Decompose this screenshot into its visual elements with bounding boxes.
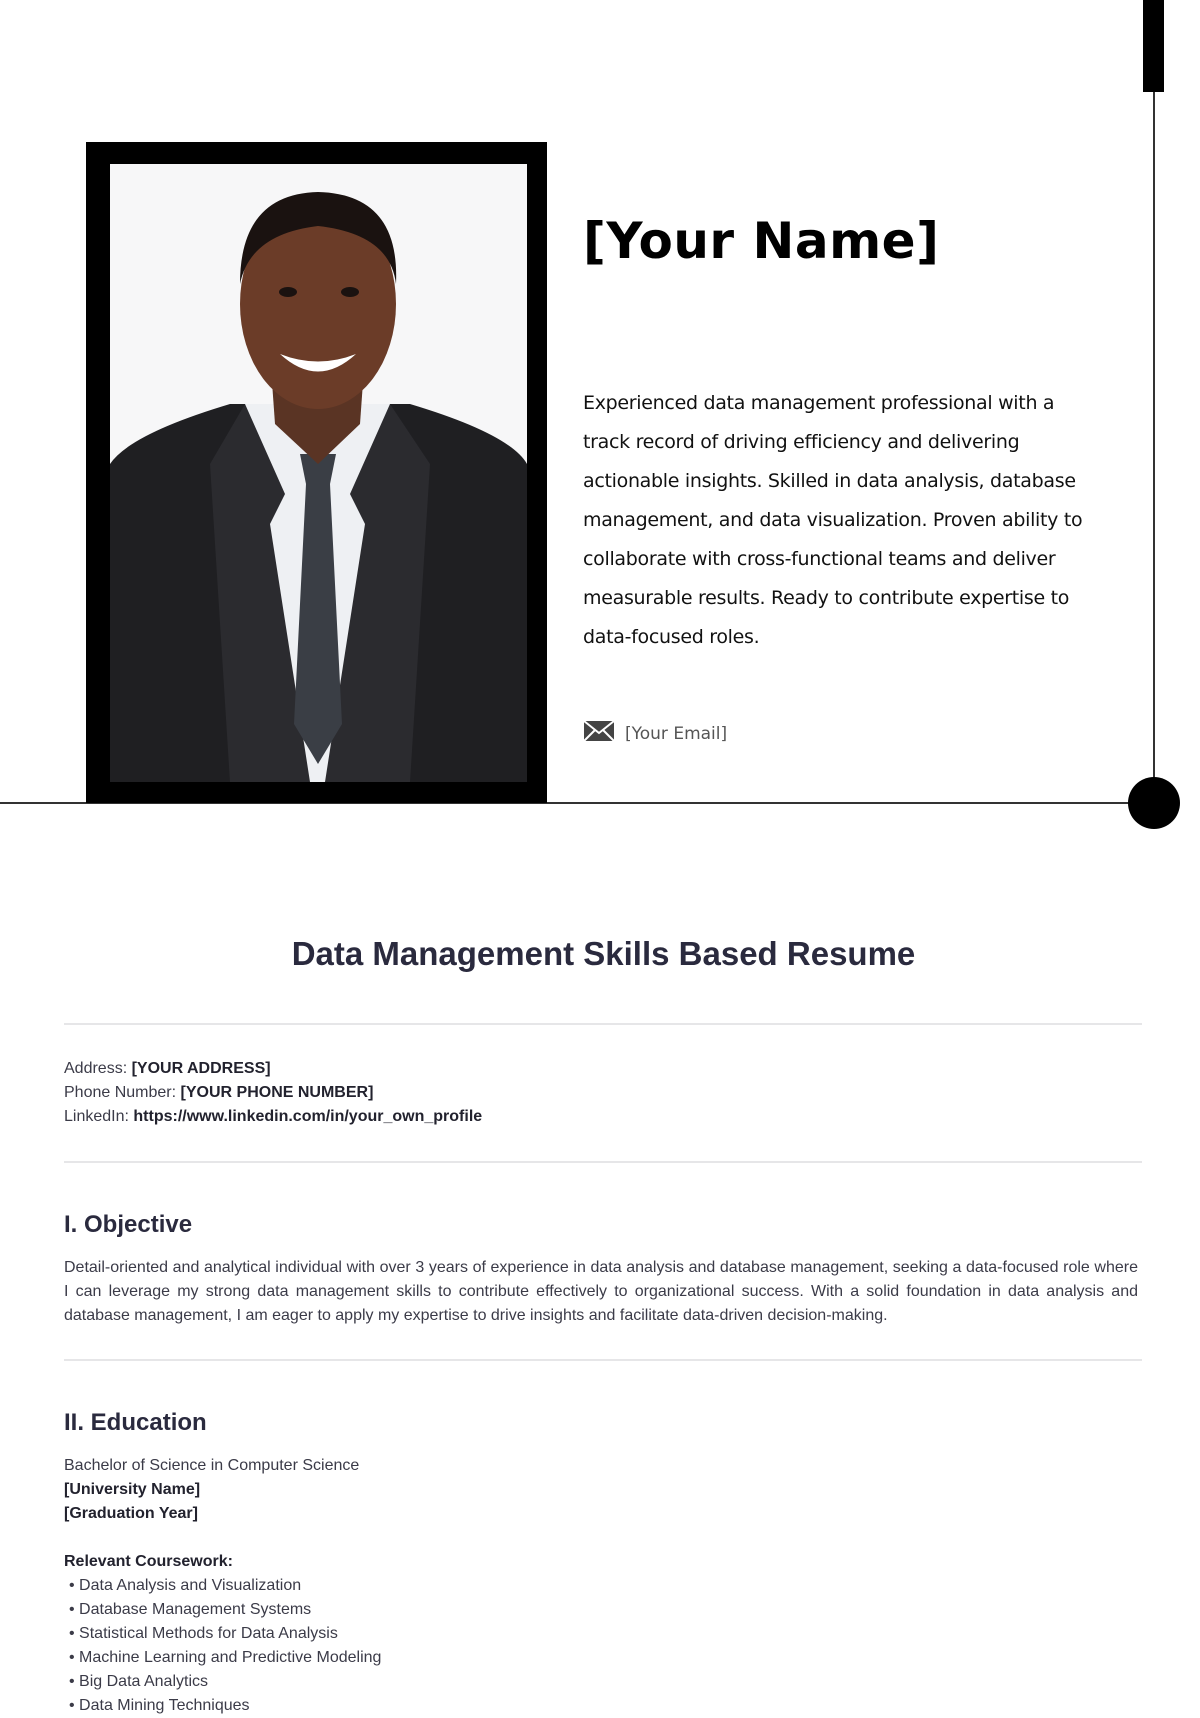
list-item: • Data Mining Techniques	[64, 1694, 381, 1718]
education-details	[64, 1454, 381, 1718]
decorative-circle	[1128, 777, 1180, 829]
education-heading: II. Education	[64, 1409, 207, 1436]
document-title: Data Management Skills Based Resume	[291, 935, 916, 972]
list-item: • Big Data Analytics	[64, 1670, 381, 1694]
decorative-vertical-line	[1153, 92, 1155, 803]
candidate-name: [Your Name]	[583, 212, 940, 270]
linkedin-label: LinkedIn:	[64, 1108, 129, 1125]
divider	[64, 1359, 1142, 1361]
university: [University Name]	[64, 1481, 201, 1498]
list-item: • Statistical Methods for Data Analysis	[64, 1622, 381, 1646]
linkedin-link[interactable]: https://www.linkedin.com/in/your_own_profile	[133, 1108, 483, 1125]
phone-label: Phone Number:	[64, 1084, 177, 1101]
phone-value: [YOUR PHONE NUMBER]	[180, 1084, 374, 1101]
address-label: Address:	[64, 1060, 128, 1077]
profile-summary: Experienced data management professional with a track record of driving efficiency and delivering actionable insights. Skilled in data analysis, database management, and data visualization. Proven ability to collaborate with cross-functional teams and deliver measurable results. Ready to contribute expertise to data-focused roles.	[583, 392, 1083, 648]
coursework-label: Relevant Coursework:	[64, 1553, 233, 1570]
divider	[64, 1161, 1142, 1163]
email-text: [Your Email]	[625, 723, 728, 744]
degree: Bachelor of Science in Computer Science	[64, 1457, 360, 1474]
list-item: • Machine Learning and Predictive Modeling	[64, 1646, 381, 1670]
contact-info	[64, 1057, 482, 1129]
address-value: [YOUR ADDRESS]	[131, 1060, 271, 1077]
envelope-icon	[583, 720, 615, 747]
email-contact	[583, 720, 727, 747]
list-item: • Database Management Systems	[64, 1598, 381, 1622]
divider	[64, 1023, 1142, 1025]
graduation-year: [Graduation Year]	[64, 1505, 198, 1522]
list-item: • Data Analysis and Visualization	[64, 1574, 381, 1598]
objective-heading: I. Objective	[64, 1211, 193, 1238]
objective-text: Detail-oriented and analytical individual with over 3 years of experience in data analysis and database management, seeking a data-focused role where I can leverage my strong data management skills to contribute effectively to organizational success. With a solid foundation in data analysis and database management, I am eager to apply my expertise to drive insights and facilitate data-driven decision-making.	[64, 1259, 1138, 1324]
coursework-list	[64, 1574, 381, 1718]
profile-photo	[110, 164, 527, 782]
decorative-bar	[1143, 0, 1164, 92]
